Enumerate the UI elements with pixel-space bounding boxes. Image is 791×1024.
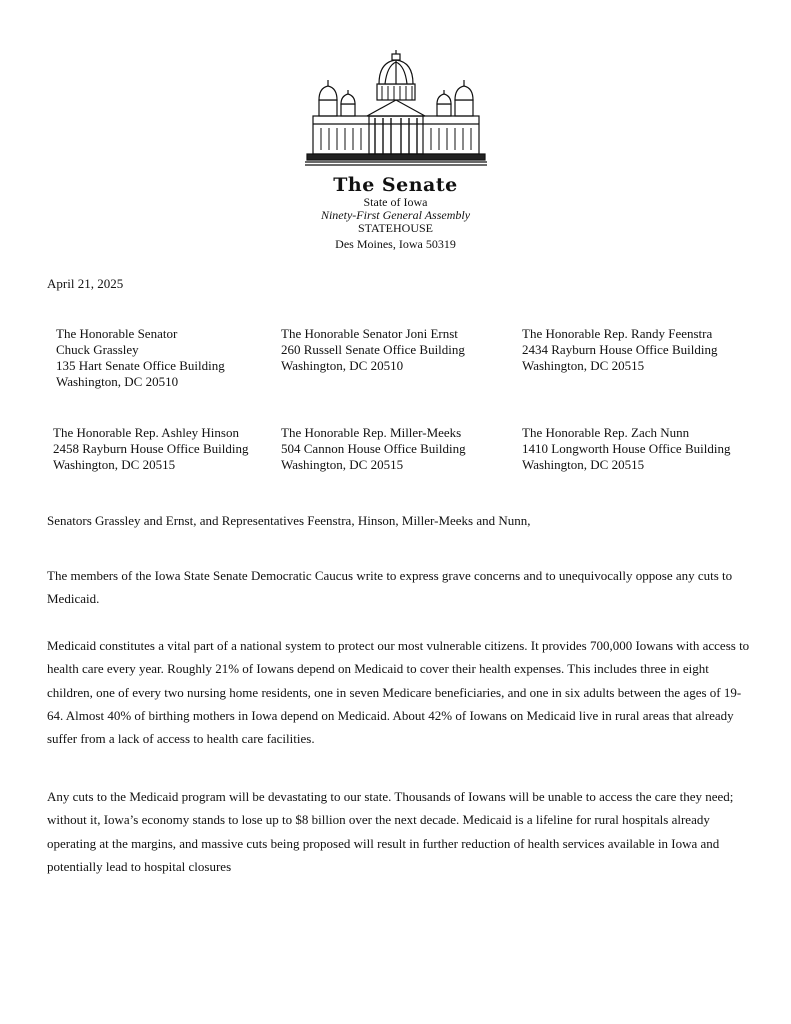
senate-title: The Senate [333,174,458,196]
recipient-address-miller-meeks [281,425,466,473]
body-paragraph-2: Medicaid constitutes a vital part of a national system to protect our most vulnerable citizens. It provides 700,000 Iowans with access to health care every year. Roughly 21% of Iowans depend on Medicaid to cover their health expenses. This includes three in eight children, one of every two nursing home residents, one in seven Medicare beneficiaries, and one in six adults between the ages of 19-64. Almost 40% of birthing mothers in Iowa depend on Medicaid. About 42% of Iowans on Medicaid live in rural areas that already suffer from a lack of access to health care facilities. [47,638,750,747]
city-address: Des Moines, Iowa 50319 [335,237,456,251]
recipient-address-feenstra [522,326,717,374]
recipient-line: The Honorable Senator Joni Ernst [281,326,458,341]
recipient-address-hinson [53,425,248,473]
recipient-line: 2434 Rayburn House Office Building [522,342,718,357]
recipient-line: Washington, DC 20515 [281,457,404,472]
state-name: State of Iowa [363,195,428,209]
recipient-address-nunn [522,425,730,473]
recipient-line: 504 Cannon House Office Building [281,441,466,456]
recipient-line: 260 Russell Senate Office Building [281,342,465,357]
body-paragraph-3: Any cuts to the Medicaid program will be devastating to our state. Thousands of Iowans will be unable to access the care they need; without it, Iowa’s economy stands to lose up to $8 billion over the next decade. Medicaid is a lifeline for rural hospitals already operating at the margins, and massive cuts being proposed will result in further reduction of health services available in Iowa and potentially lead to hospital closures [47,789,734,874]
letterhead [0,50,791,252]
recipient-line: The Honorable Rep. Randy Feenstra [522,326,713,341]
general-assembly: Ninety-First General Assembly [320,208,471,222]
recipient-line: 1410 Longworth House Office Building [522,441,731,456]
recipient-address-grassley [56,326,225,390]
recipient-line: Washington, DC 20515 [522,457,645,472]
recipient-line: 135 Hart Senate Office Building [56,358,225,373]
letter-date: April 21, 2025 [47,276,124,291]
recipient-line: Washington, DC 20510 [281,358,404,373]
salutation: Senators Grassley and Ernst, and Representatives Feenstra, Hinson, Miller-Meeks and Nunn, [47,513,531,528]
recipient-line: Washington, DC 20515 [522,358,645,373]
recipient-line: The Honorable Rep. Zach Nunn [522,425,690,440]
recipient-line: Chuck Grassley [56,342,139,357]
recipient-address-ernst [281,326,465,374]
recipient-line: The Honorable Rep. Ashley Hinson [53,425,239,440]
recipient-line: The Honorable Rep. Miller-Meeks [281,425,462,440]
recipient-line: Washington, DC 20510 [56,374,179,389]
recipient-line: The Honorable Senator [56,326,178,341]
recipient-line: 2458 Rayburn House Office Building [53,441,249,456]
recipient-line: Washington, DC 20515 [53,457,176,472]
body-paragraph-1: The members of the Iowa State Senate Democratic Caucus write to express grave concerns and to unequivocally oppose any cuts to Medicaid. [47,568,733,607]
capitol-building-image [305,50,487,168]
statehouse-label: STATEHOUSE [357,221,434,235]
